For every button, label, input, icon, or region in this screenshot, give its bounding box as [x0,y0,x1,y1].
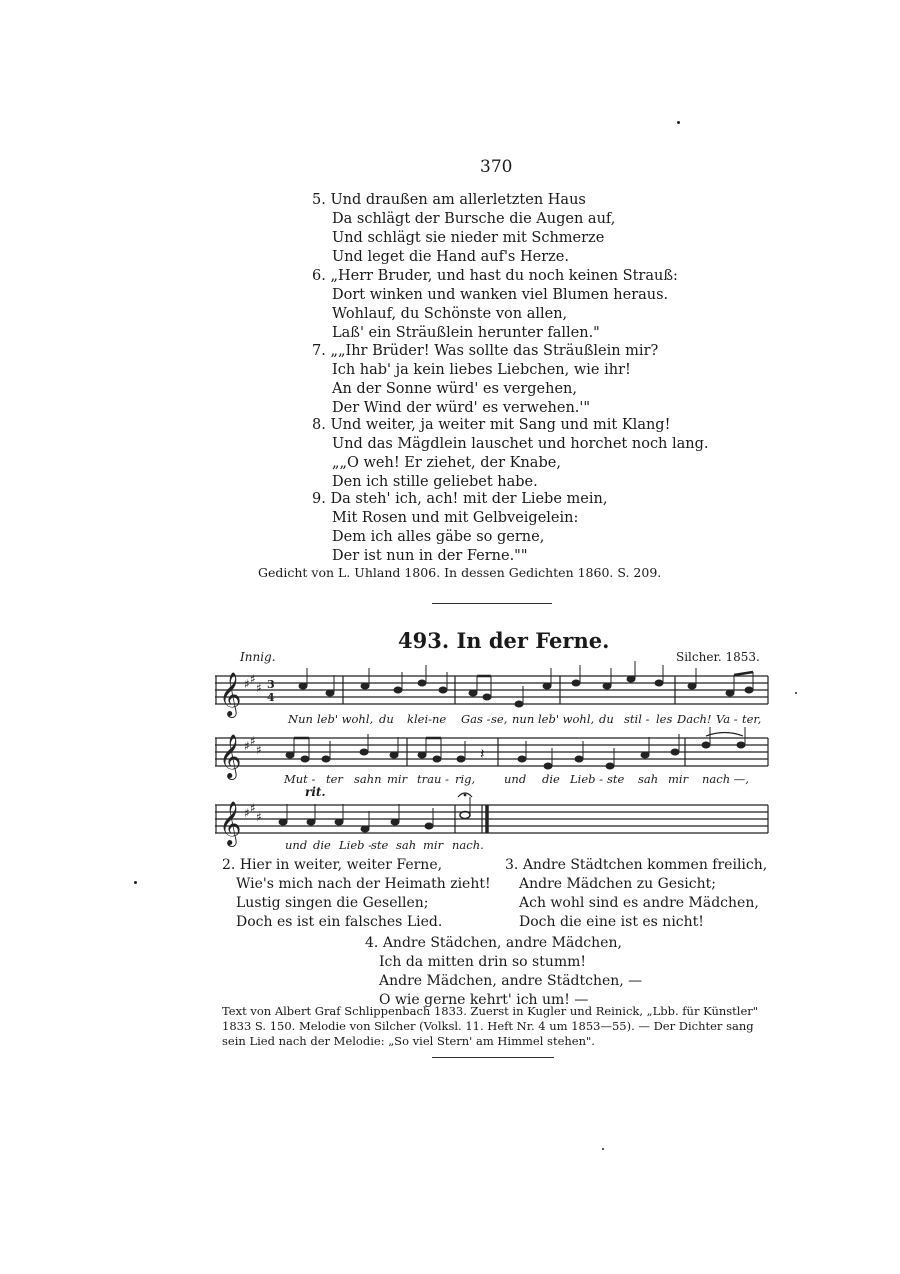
lyric-syllable: mir [423,838,444,852]
lyric-syllable: die [542,772,560,786]
stanza-line: O wie gerne kehrt' ich um! — [379,992,589,1008]
svg-text:♯: ♯ [244,677,250,691]
stanza-line: Wie's mich nach der Heimath zieht! [236,876,491,892]
poem-source: Gedicht von L. Uhland 1806. In dessen Gedichten 1860. S. 209. [258,565,662,580]
speck [602,1148,604,1150]
lyric-syllable: und [285,838,308,852]
stanza-7 [312,342,658,418]
svg-text:𝄞: 𝄞 [219,734,242,778]
stanza-line: 9. Da steh' ich, ach! mit der Liebe mein, [312,491,608,507]
stanza-line: Lustig singen die Gesellen; [236,895,429,911]
svg-text:𝄞: 𝄞 [219,801,242,845]
lyrics-row-3 [215,838,770,854]
stanza-line: Ich da mitten drin so stumm! [379,954,587,970]
lyric-syllable: nach —, [702,772,749,786]
stanza-line: 5. Und draußen am allerletzten Haus [312,192,586,208]
stanza-line: „„O weh! Er ziehet, der Knabe, [332,455,561,471]
stanza-line: Der Wind der würd' es verwehen.'" [332,400,591,416]
composer-credit: Silcher. 1853. [676,650,760,664]
song-stanza-2 [222,856,491,932]
lyric-syllable: Lieb - [339,838,373,852]
stanza-line: Dem ich alles gäbe so gerne, [332,529,545,545]
stanza-line: Und das Mägdlein lauschet und horchet noch lang. [332,436,709,452]
speck [677,121,680,124]
stanza-line: Andre Mädchen zu Gesicht; [519,876,716,892]
credit-line: sein Lied nach der Melodie: „So viel Stern' am Himmel stehen". [222,1034,595,1048]
svg-text:♯: ♯ [256,743,262,757]
divider [432,1057,554,1058]
stanza-line: Mit Rosen und mit Gelbveigelein: [332,510,579,526]
svg-text:♯: ♯ [256,681,262,695]
stanza-line: Und leget die Hand auf's Herze. [332,249,569,265]
credit-line: Text von Albert Graf Schlippenbach 1833. Zuerst in Kugler und Reinick, „Lbb. für Künstler" [222,1004,759,1018]
lyric-syllable: nach. [452,838,484,852]
stanza-line: Und schlägt sie nieder mit Schmerze [332,230,605,246]
stanza-line: Laß' ein Sträußlein herunter fallen." [332,325,600,341]
lyric-syllable: rig, [455,772,476,786]
song-stanza-3 [505,856,767,932]
speck [134,881,137,884]
svg-text:♯: ♯ [244,806,250,820]
ritardando-marking: rit. [305,785,326,799]
lyric-syllable: ste [371,838,389,852]
lyric-syllable: die [313,838,331,852]
song-credits [222,1004,770,1049]
lyric-syllable: sah [396,838,417,852]
stanza-line: 7. „„Ihr Brüder! Was sollte das Sträußlein mir? [312,343,659,359]
song-title: 493. In der Ferne. [398,628,610,653]
stanza-6 [312,267,678,343]
stanza-line: Andre Mädchen, andre Städtchen, — [379,973,643,989]
stanza-8 [312,416,709,492]
lyric-syllable: du [599,712,614,726]
lyric-syllable: leb' wohl, [538,712,595,726]
lyric-syllable: Nun [288,712,313,726]
stanza-line: 4. Andre Städchen, andre Mädchen, [365,935,622,951]
svg-text:♯: ♯ [250,734,256,748]
lyric-syllable: leb' wohl, [317,712,374,726]
lyric-syllable: klei-ne [407,712,447,726]
lyric-syllable: mir [387,772,408,786]
tempo-marking: Innig. [240,650,276,664]
stanza-line: Der ist nun in der Ferne."" [332,548,528,564]
svg-text:♯: ♯ [256,810,262,824]
stanza-line: Wohlauf, du Schönste von allen, [332,306,568,322]
lyric-syllable: trau - [417,772,449,786]
stanza-line: 6. „Herr Bruder, und hast du noch keinen Strauß: [312,268,678,284]
stanza-line: Doch es ist ein falsches Lied. [236,914,443,930]
lyric-syllable: Lieb - [570,772,604,786]
lyric-syllable: ter, [742,712,762,726]
stanza-line: 3. Andre Städtchen kommen freilich, [505,857,768,873]
stanza-line: Da schlägt der Bursche die Augen auf, [332,211,616,227]
lyric-syllable: mir [668,772,689,786]
lyric-syllable: sahn [354,772,382,786]
lyric-syllable: sah [638,772,659,786]
lyric-syllable: ste [607,772,625,786]
svg-text:𝄞: 𝄞 [219,672,242,716]
svg-text:♯: ♯ [244,739,250,753]
divider [432,603,552,604]
svg-text:4: 4 [267,691,275,704]
lyric-syllable: nun [512,712,535,726]
stanza-line: 2. Hier in weiter, weiter Ferne, [222,857,443,873]
lyric-syllable: ter [326,772,343,786]
stanza-line: Doch die eine ist es nicht! [519,914,704,930]
lyric-syllable: Gas - [461,712,491,726]
lyric-syllable: les [656,712,673,726]
stanza-line: Den ich stille geliebet habe. [332,474,538,490]
stanza-line: Dort winken und wanken viel Blumen heraus. [332,287,669,303]
stanza-9 [312,490,607,566]
stanza-line: Ach wohl sind es andre Mädchen, [519,895,759,911]
lyric-syllable: Va - [716,712,738,726]
stanza-5 [312,191,615,267]
lyric-syllable: du [379,712,394,726]
lyrics-row-2 [215,772,770,788]
lyric-syllable: se, [491,712,508,726]
lyric-syllable: und [504,772,527,786]
lyric-syllable: stil - [624,712,650,726]
stanza-line: 8. Und weiter, ja weiter mit Sang und mit Klang! [312,417,671,433]
lyric-syllable: Mut - [284,772,316,786]
credit-line: 1833 S. 150. Melodie von Silcher (Volksl. 11. Heft Nr. 4 um 1853—55). — Der Dichter sang [222,1019,754,1033]
svg-text:♯: ♯ [250,672,256,686]
page-number: 370 [480,157,513,177]
svg-text:♯: ♯ [250,801,256,815]
lyric-syllable: Dach! [677,712,712,726]
song-stanza-4 [365,934,642,1010]
svg-text:3: 3 [267,678,275,691]
stanza-line: Ich hab' ja kein liebes Liebchen, wie ihr! [332,362,631,378]
speck [795,692,797,694]
svg-text:𝄽: 𝄽 [480,745,485,763]
stanza-line: An der Sonne würd' es vergehen, [332,381,577,397]
